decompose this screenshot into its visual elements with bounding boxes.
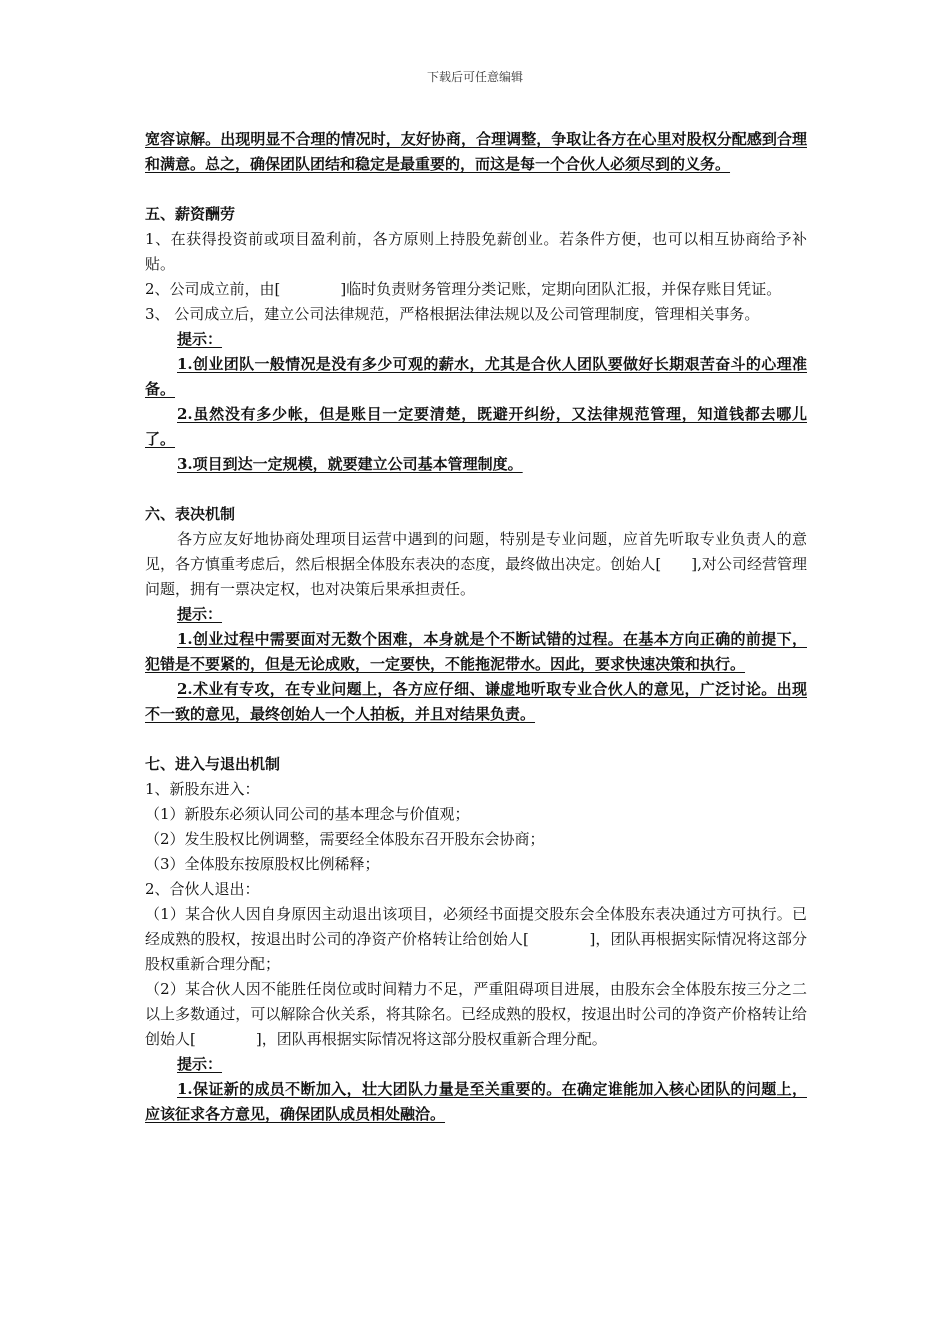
section5-tip3: 3.项目到达一定规模，就要建立公司基本管理制度。 [177, 455, 523, 473]
section7-tip1: 1.保证新的成员不断加入，壮大团队力量是至关重要的。在确定谁能加入核心团队的问题上，应该征求各方意见，确保团队成员相处融洽。 [145, 1080, 807, 1123]
section7-sub1-a: （1）新股东必须认同公司的基本理念与价值观； [145, 805, 470, 823]
section5-tip2: 2.虽然没有多少帐，但是账目一定要清楚，既避开纠纷，又法律规范管理，知道钱都去哪儿了。 [145, 405, 807, 448]
section5-item1: 1、在获得投资前或项目盈利前，各方原则上持股免薪创业。若条件方便，也可以相互协商给予补贴。 [145, 230, 807, 273]
section7-sub1-c: （3）全体股东按原股权比例稀释； [145, 855, 380, 873]
section5-tip-label: 提示： [177, 330, 223, 348]
section6-body: 各方应友好地协商处理项目运营中遇到的问题，特别是专业问题，应首先听取专业负责人的意见，各方慎重考虑后，然后根据全体股东表决的态度，最终做出决定。创始人[ ],对公司经营管理问题，拥有一票决定权，也对决策后果承担责任。 [145, 530, 807, 598]
section7-sub2-a: （1）某合伙人因自身原因主动退出该项目，必须经书面提交股东会全体股东表决通过方可执行。已经成熟的股权，按退出时公司的净资产价格转让给创始人[ ]，团队再根据实际情况将这部分股权重新合理分配； [145, 905, 807, 973]
section6-title: 六、表决机制 [145, 505, 236, 523]
page-header: 下载后可任意编辑 [426, 70, 523, 84]
section5-title: 五、薪资酬劳 [145, 205, 236, 223]
section6-tip2: 2.术业有专攻，在专业问题上，各方应仔细、谦虚地听取专业合伙人的意见，广泛讨论。出现不一致的意见，最终创始人一个人拍板，并且对结果负责。 [145, 680, 807, 723]
spacer [145, 727, 807, 752]
section5-item2: 2、公司成立前，由[ ]临时负责财务管理分类记账，定期向团队汇报，并保存账目凭证。 [145, 280, 782, 298]
intro-paragraph: 宽容谅解。出现明显不合理的情况时，友好协商，合理调整，争取让各方在心里对股权分配感到合理和满意。总之，确保团队团结和稳定是最重要的，而这是每一个合伙人必须尽到的义务。 [145, 130, 807, 173]
section5-tip1: 1.创业团队一般情况是没有多少可观的薪水，尤其是合伙人团队要做好长期艰苦奋斗的心理准备。 [145, 355, 807, 398]
section7-sub1: 1、新股东进入： [145, 780, 260, 798]
document-body [145, 127, 807, 1127]
section7-title: 七、进入与退出机制 [145, 755, 281, 773]
section6-tip-label: 提示： [177, 605, 223, 623]
spacer [145, 177, 807, 202]
section7-sub2-b: （2）某合伙人因不能胜任岗位或时间精力不足，严重阻碍项目进展，由股东会全体股东按三分之二以上多数通过，可以解除合伙关系，将其除名。已经成熟的股权，按退出时公司的净资产价格转让给创始人[ ]，团队再根据实际情况将这部分股权重新合理分配。 [145, 980, 807, 1048]
spacer [145, 477, 807, 502]
section7-tip-label: 提示： [177, 1055, 223, 1073]
section7-sub1-b: （2）发生股权比例调整，需要经全体股东召开股东会协商； [145, 830, 545, 848]
section6-tip1: 1.创业过程中需要面对无数个困难，本身就是个不断试错的过程。在基本方向正确的前提下，犯错是不要紧的，但是无论成败，一定要快，不能拖泥带水。因此，要求快速决策和执行。 [145, 630, 807, 673]
section5-item3: 3、 公司成立后，建立公司法律规范，严格根据法律法规以及公司管理制度，管理相关事务。 [145, 305, 760, 323]
section7-sub2: 2、合伙人退出： [145, 880, 260, 898]
